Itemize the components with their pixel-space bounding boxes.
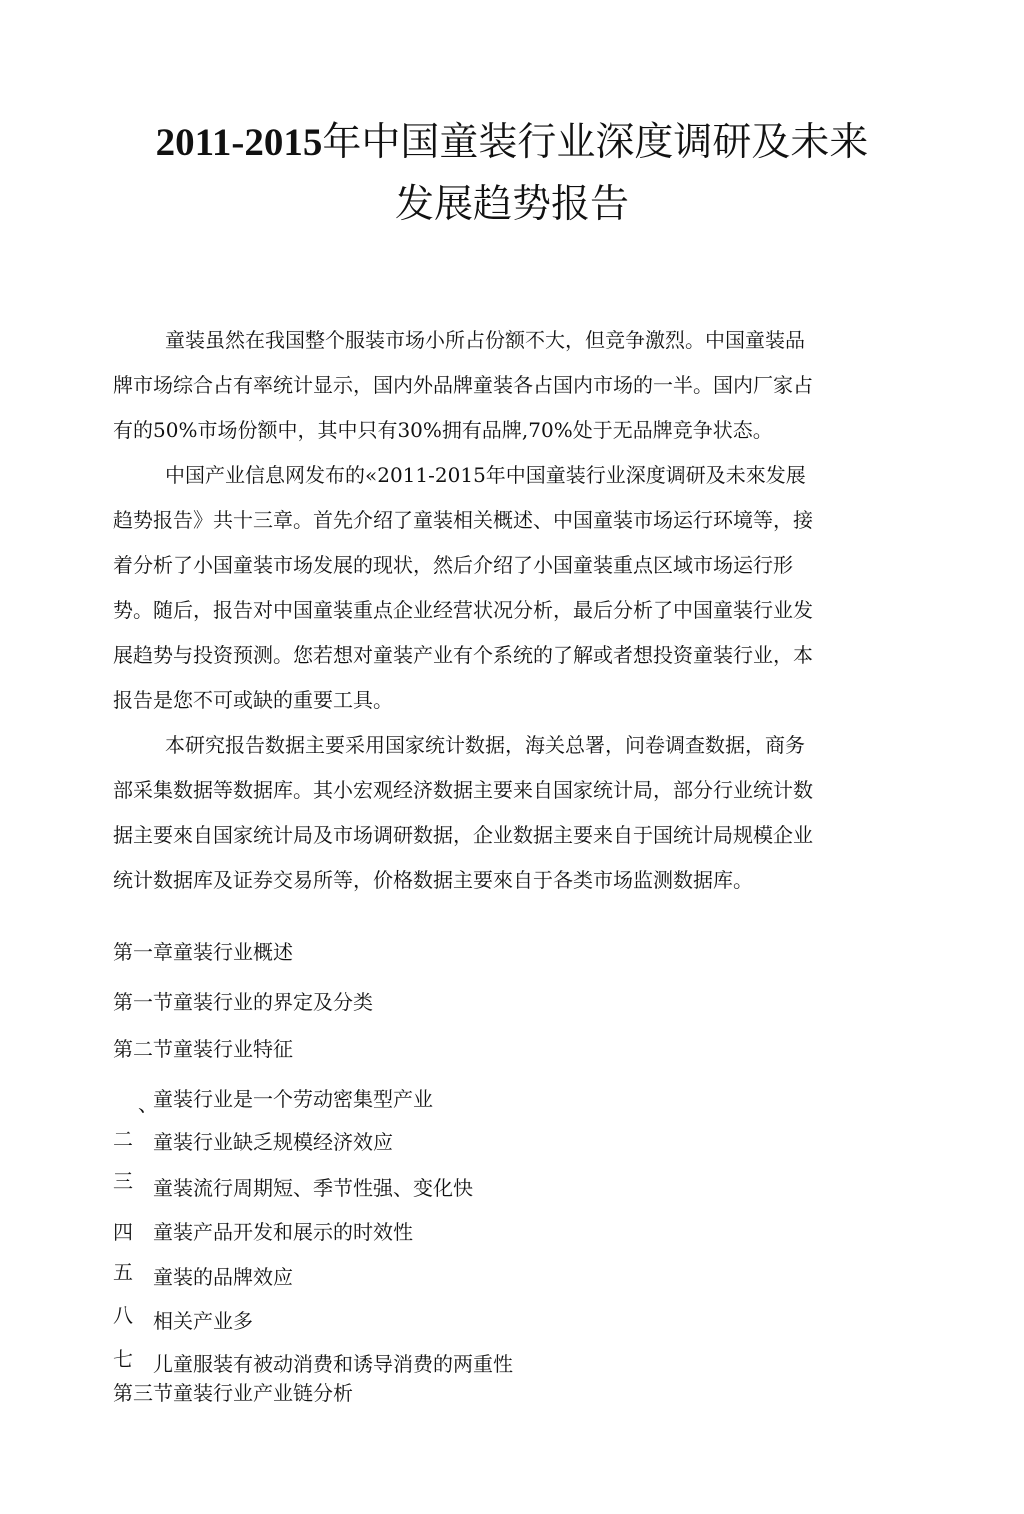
- paragraph-report-summary: [113, 453, 903, 723]
- document-title-line-2: 发展趋势报告: [394, 182, 629, 227]
- toc-item-text: 童装的品牌效应: [153, 1265, 293, 1289]
- paragraph-line: 报告是您不可或缺的重要工具。: [113, 688, 393, 712]
- toc-section-3: 第三节童装行业产业链分析: [113, 1381, 353, 1405]
- paragraph-line: 着分析了小国童装市场发展的现状，然后介绍了小国童装重点区域市场运行形: [113, 553, 793, 577]
- title-year-range: 2011-2015: [155, 121, 323, 164]
- paragraph-intro: [113, 318, 903, 453]
- paragraph-line: 部采集数据等数据库。其小宏观经济数据主要来自国家统计局，部分行业统计数: [113, 778, 813, 802]
- document-title-line-1: [0, 118, 1024, 168]
- toc-item-number: 三: [113, 1169, 133, 1193]
- paragraph-line: 中国产业信息网发布的«2011-2015年中国童装行业深度调研及未來发展: [165, 463, 806, 487]
- toc-item-number: 五: [113, 1260, 133, 1284]
- toc-item-number: 七: [113, 1347, 133, 1371]
- toc-chapter-1: 第一章童装行业概述: [113, 940, 293, 964]
- toc-item-text: 童装行业缺乏规模经济效应: [153, 1130, 393, 1154]
- paragraph-line: 势。随后，报告对中国童装重点企业经营状况分析，最后分析了中国童装行业发: [113, 598, 813, 622]
- toc-item-text: 儿童服装有被动消费和诱导消费的两重性: [153, 1352, 513, 1376]
- toc-item-number: 四: [113, 1220, 133, 1244]
- paragraph-line: 展趋势与投资预测。您若想对童装产业有个系统的了解或者想投资童装行业，本: [113, 643, 813, 667]
- toc-item-text: 童装行业是一个劳动密集型产业: [153, 1087, 433, 1111]
- paragraph-line: 有的50%市场份额中，其中只有30%拥有品牌,70%处于无品牌竞争状态。: [113, 418, 773, 442]
- toc-item-text: 童装流行周期短、季节性强、变化快: [153, 1176, 473, 1200]
- toc-item-number: 二: [113, 1127, 133, 1151]
- paragraph-line: 本研究报告数据主要采用国家统计数据，海关总署，问卷调查数据，商务: [165, 733, 805, 757]
- title-text: 年中国童装行业深度调研及未来: [322, 120, 869, 165]
- paragraph-line: 据主要來自国家统计局及市场调研数据，企业数据主要来自于国统计局规模企业: [113, 823, 813, 847]
- toc-section-1: 第一节童装行业的界定及分类: [113, 990, 373, 1014]
- paragraph-data-sources: [113, 723, 903, 903]
- paragraph-line: 牌市场综合占有率统计显示，国内外品牌童装各占国内市场的一半。国内厂家占: [113, 373, 813, 397]
- toc-item-number: 八: [113, 1303, 133, 1327]
- toc-item-text: 相关产业多: [153, 1309, 253, 1333]
- toc-item-text: 童装产品开发和展示的时效性: [153, 1220, 413, 1244]
- toc-section-2: 第二节童装行业特征: [113, 1037, 293, 1061]
- toc-item-number: 、: [138, 1092, 158, 1116]
- paragraph-line: 童装虽然在我国整个服装市场小所占份额不大，但竞争激烈。中国童装品: [165, 328, 805, 352]
- paragraph-line: 趋势报告》共十三章。首先介绍了童装相关概述、中国童装市场运行环境等，接: [113, 508, 813, 532]
- paragraph-line: 统计数据库及证券交易所等，价格数据主要來自于各类市场监测数据库。: [113, 868, 753, 892]
